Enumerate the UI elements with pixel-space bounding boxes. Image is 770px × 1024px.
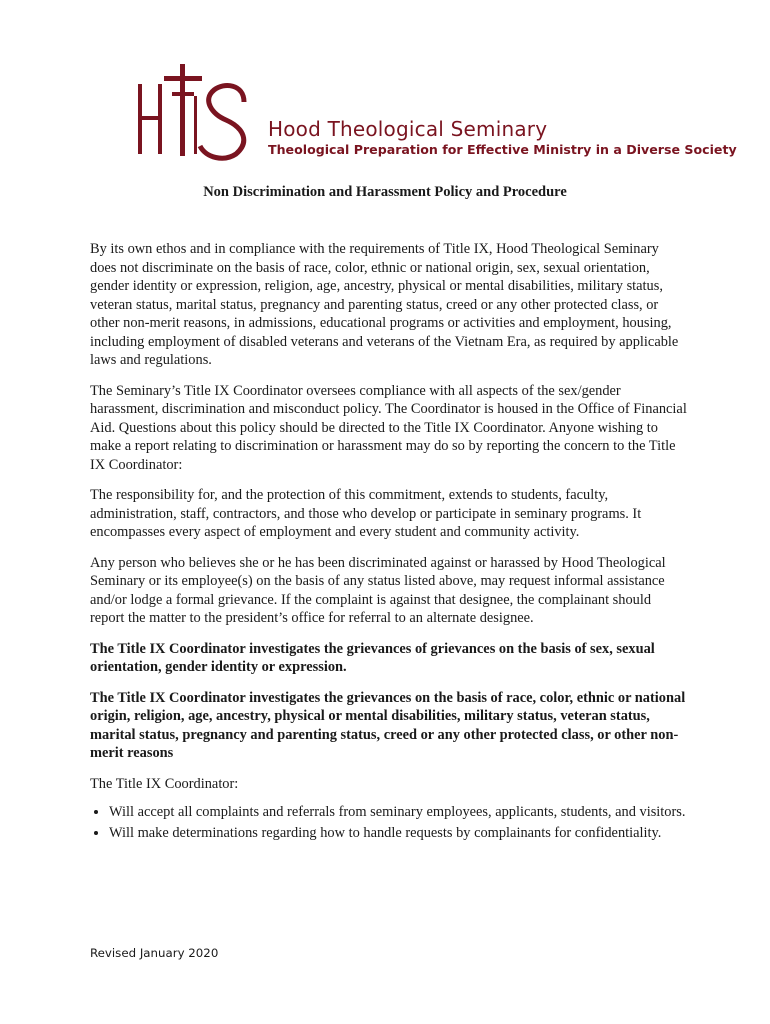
- document-body: [90, 240, 688, 844]
- seminary-tagline: Theological Preparation for Effective Ministry in a Diverse Society: [268, 142, 737, 157]
- paragraph-coordinator-duties-intro: The Title IX Coordinator:: [90, 775, 239, 792]
- seminary-name: Hood Theological Seminary: [268, 117, 548, 141]
- seminary-logo: [136, 62, 737, 166]
- coordinator-duties-list: [90, 803, 688, 842]
- paragraph-ethos: By its own ethos and in compliance with the requirements of Title IX, Hood Theological Seminary does not discriminate on the basis of race, color, ethnic or national origin, sex, sexual orientation, gender identity or expression, religion, age, ancestry, physical or mental disabilities, military status, veteran status, marital status, pregnancy and parenting status, creed or any other protected class, or other non-merit reasons, in admissions, educational programs or activities and employment, housing, including employment of disabled veterans and veterans of the Vietnam Era, as required by applicable laws and regulations.: [90, 241, 679, 368]
- hts-monogram-logo: [136, 62, 276, 166]
- paragraph-grievance: Any person who believes she or he has been discriminated against or harassed by Hood Theological Seminary or its employee(s) on the basis of any status listed above, may request informal assistance and/or lodge a formal grievance. If the complaint is against that designee, the complainant should report the matter to the president’s office for referral to an alternate designee.: [90, 554, 666, 626]
- paragraph-other-grievances: The Title IX Coordinator investigates the grievances on the basis of race, color, ethnic or national origin, religion, age, ancestry, physical or mental disabilities, military status, veteran status, marital status, pregnancy and parenting status, creed or any other protected class, or other non-merit reasons: [90, 689, 686, 761]
- paragraph-coordinator: The Seminary’s Title IX Coordinator oversees compliance with all aspects of the sex/gender harassment, discrimination and misconduct policy. The Coordinator is housed in the Office of Financial Aid. Questions about this policy should be directed to the Title IX Coordinator. Anyone wishing to make a report relating to discrimination or harassment may do so by reporting the concern to the Title IX Coordinator:: [90, 382, 687, 473]
- paragraph-responsibility: The responsibility for, and the protection of this commitment, extends to students, faculty, administration, staff, contractors, and those who develop or participate in seminary programs. It encompasses every aspect of employment and every student and community activity.: [90, 487, 642, 540]
- revision-footer: Revised January 2020: [90, 946, 219, 960]
- paragraph-sex-grievances: The Title IX Coordinator investigates the grievances of grievances on the basis of sex, sexual orientation, gender identity or expression.: [90, 640, 655, 675]
- list-item: • Will accept all complaints and referrals from seminary employees, applicants, students, and visitors.: [109, 803, 688, 822]
- list-item: • Will make determinations regarding how to handle requests by complainants for confidentiality.: [109, 824, 688, 843]
- document-title: Non Discrimination and Harassment Policy and Procedure: [203, 184, 567, 200]
